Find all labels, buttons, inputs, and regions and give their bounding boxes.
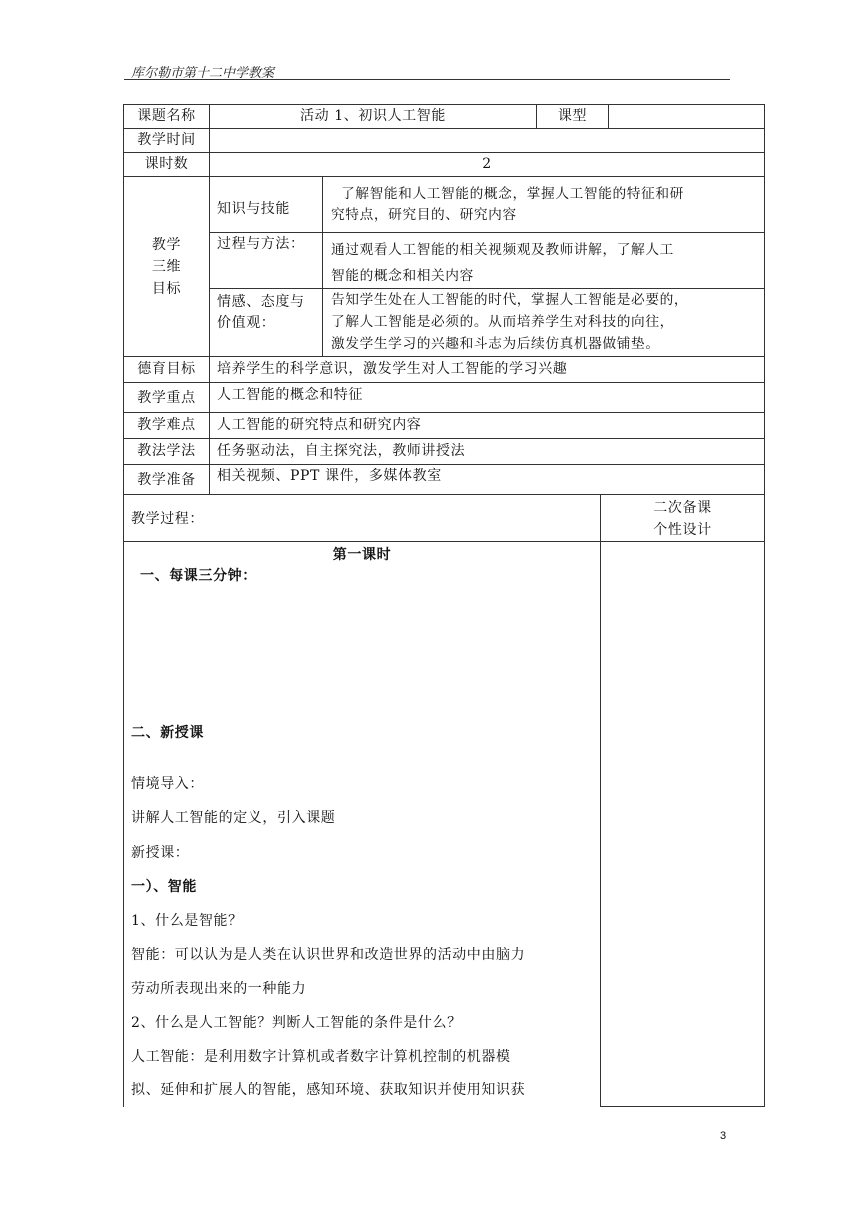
table-border — [123, 356, 765, 357]
preparation-label: 教学准备 — [137, 472, 196, 488]
lesson-type-label: 课型 — [557, 108, 588, 124]
header-rule — [124, 79, 730, 80]
table-border — [123, 494, 765, 495]
moral-goal-value: 培养学生的科学意识，激发学生对人工智能的学习兴趣 — [217, 361, 568, 377]
objective-text-emotion: 激发学生学习的兴趣和斗志为后续仿真机器做铺垫。 — [331, 336, 660, 352]
table-border — [600, 1106, 765, 1107]
lesson-title: 第一课时 — [332, 547, 392, 563]
objectives-label-line-2: 三维 — [151, 259, 182, 275]
topic-value: 活动 1、初识人工智能 — [300, 108, 446, 124]
table-border — [123, 382, 765, 383]
table-border — [123, 104, 765, 105]
objective-label-emotion: 价值观： — [217, 315, 276, 331]
body-line: 一）、智能 — [131, 879, 197, 895]
table-border — [764, 104, 765, 1107]
key-point-label: 教学重点 — [137, 390, 196, 406]
body-line: 1、什么是智能？ — [131, 913, 243, 929]
table-border — [209, 288, 765, 289]
table-border — [209, 232, 765, 233]
difficulty-label: 教学难点 — [137, 417, 196, 433]
table-border — [608, 104, 609, 128]
body-line: 新授课： — [131, 845, 190, 861]
body-line: 拟、延伸和扩展人的智能，感知环境、获取知识并使用知识获 — [131, 1082, 526, 1098]
page-number: 3 — [720, 1130, 727, 1142]
section-heading: 一、每课三分钟： — [140, 568, 257, 584]
second-prep-header: 个性设计 — [653, 522, 712, 538]
objectives-label-line-1: 教学 — [151, 237, 182, 253]
objective-text-process: 智能的概念和相关内容 — [331, 268, 474, 284]
table-border — [123, 176, 765, 177]
objective-text-emotion: 告知学生处在人工智能的时代，掌握人工智能是必要的， — [331, 292, 689, 308]
moral-goal-label: 德育目标 — [137, 361, 196, 377]
table-border — [123, 152, 765, 153]
table-border — [123, 128, 765, 129]
body-line: 2、什么是人工智能？判断人工智能的条件是什么？ — [131, 1015, 462, 1031]
table-border — [600, 494, 601, 1107]
table-border — [322, 176, 323, 356]
key-point-value: 人工智能的概念和特征 — [217, 387, 363, 403]
process-label: 教学过程： — [131, 511, 204, 527]
body-line: 讲解人工智能的定义，引入课题 — [131, 810, 336, 826]
school-header: 库尔勒市第十二中学教案 — [131, 66, 275, 81]
body-line: 情境导入： — [131, 776, 204, 792]
method-label: 教法学法 — [137, 443, 196, 459]
class-hours-label: 课时数 — [144, 156, 189, 172]
objective-text-knowledge: 了解智能和人工智能的概念，掌握人工智能的特征和研 — [341, 186, 684, 202]
table-border — [123, 412, 765, 413]
objectives-label-line-3: 目标 — [151, 281, 182, 297]
objective-text-process: 通过观看人工智能的相关视频观及教师讲解，了解人工 — [331, 242, 674, 258]
objective-label-process: 过程与方法： — [217, 236, 305, 252]
preparation-value: 相关视频、PPT 课件，多媒体教室 — [217, 468, 442, 484]
body-line: 劳动所表现出来的一种能力 — [131, 981, 307, 997]
objective-text-emotion: 了解人工智能是必须的。从而培养学生对科技的向往， — [331, 314, 674, 330]
method-value: 任务驱动法，自主探究法，教师讲授法 — [217, 443, 466, 459]
table-border — [123, 438, 765, 439]
body-line: 人工智能：是利用数字计算机或者数字计算机控制的机器模 — [131, 1049, 511, 1065]
difficulty-value: 人工智能的研究特点和研究内容 — [217, 417, 422, 433]
body-line: 智能：可以认为是人类在认识世界和改造世界的活动中由脑力 — [131, 947, 526, 963]
objective-label-knowledge: 知识与技能 — [217, 201, 290, 217]
table-border — [123, 464, 765, 465]
section-heading: 二、新授课 — [131, 725, 204, 741]
objective-text-knowledge: 究特点，研究目的、研究内容 — [331, 207, 517, 223]
objective-label-emotion: 情感、态度与 — [217, 294, 305, 310]
topic-label: 课题名称 — [137, 108, 196, 124]
class-hours-value: 2 — [482, 156, 492, 172]
second-prep-header: 二次备课 — [653, 500, 712, 516]
teaching-time-label: 教学时间 — [137, 132, 196, 148]
table-border — [123, 541, 765, 542]
